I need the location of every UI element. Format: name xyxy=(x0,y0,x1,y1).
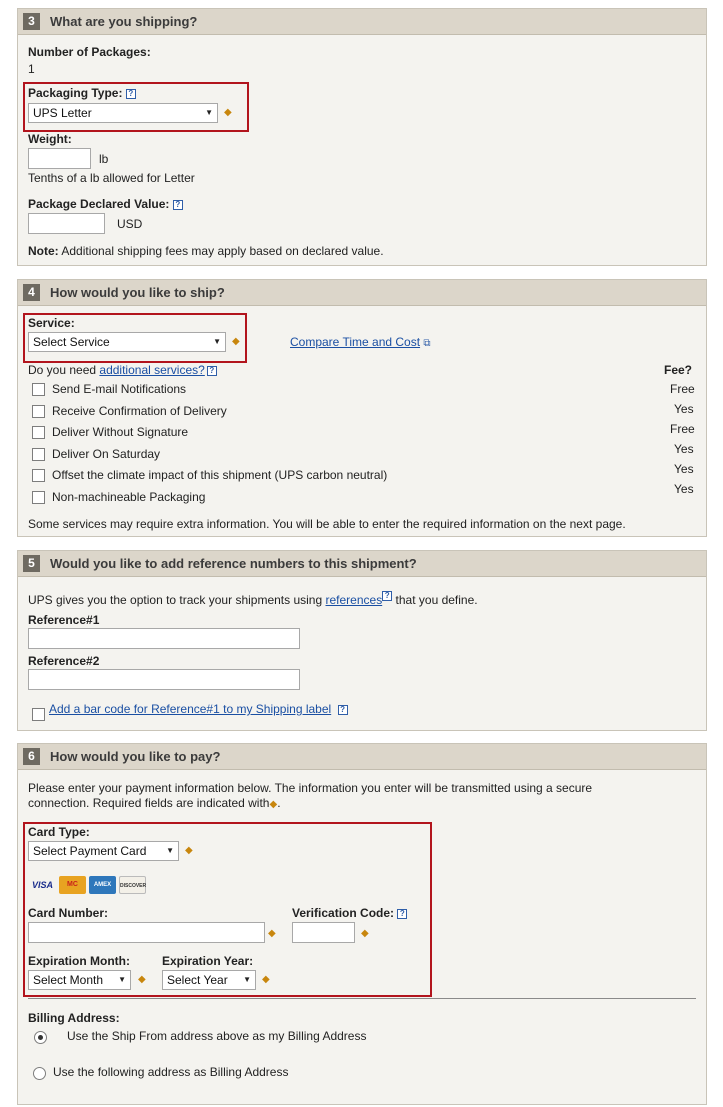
service-label-saturday: Deliver On Saturday xyxy=(52,447,161,461)
reference1-label: Reference#1 xyxy=(28,613,100,627)
references-link[interactable]: references xyxy=(325,593,383,607)
section-number: 5 xyxy=(23,555,40,572)
amex-logo: AMEX xyxy=(89,876,116,894)
help-icon[interactable]: ? xyxy=(338,705,348,715)
help-icon[interactable]: ? xyxy=(207,366,217,376)
section-title: What are you shipping? xyxy=(50,14,198,29)
section-header xyxy=(18,9,706,35)
service-fee-non-machineable: Yes xyxy=(674,482,694,496)
fee-header: Fee? xyxy=(664,363,693,377)
billing-option-ship-from: Use the Ship From address above as my Billing Address xyxy=(67,1029,367,1043)
expiration-month-label: Expiration Month: xyxy=(28,954,130,968)
weight-input[interactable] xyxy=(28,148,91,169)
declared-value-input[interactable] xyxy=(28,213,105,234)
service-label-carbon-neutral: Offset the climate impact of this shipment (UPS carbon neutral) xyxy=(52,468,388,482)
verification-code-label: Verification Code: ? xyxy=(292,906,407,920)
reference1-input[interactable] xyxy=(28,628,300,649)
service-checkbox-confirmation[interactable] xyxy=(32,405,45,418)
barcode-link[interactable]: Add a bar code for Reference#1 to my Shipping label xyxy=(49,702,332,716)
section-header xyxy=(18,744,706,770)
card-number-label: Card Number: xyxy=(28,906,109,920)
service-fee-email: Free xyxy=(670,382,695,396)
card-type-select[interactable]: Select Payment Card ▼ xyxy=(28,841,179,861)
help-icon[interactable]: ? xyxy=(173,200,183,210)
service-checkbox-email[interactable] xyxy=(32,383,45,396)
billing-option-other: Use the following address as Billing Address xyxy=(53,1065,289,1079)
help-icon[interactable]: ? xyxy=(382,591,392,601)
required-icon: ◆ xyxy=(185,845,193,856)
reference2-label: Reference#2 xyxy=(28,654,100,668)
declared-value-unit: USD xyxy=(117,217,143,231)
service-label-confirmation: Receive Confirmation of Delivery xyxy=(52,404,227,418)
discover-logo: DISCOVER xyxy=(119,876,146,894)
section-header xyxy=(18,551,706,577)
reference-intro: UPS gives you the option to track your shipments using references ? that you define. xyxy=(28,591,478,607)
section-title: How would you like to ship? xyxy=(50,285,225,300)
additional-services-link[interactable]: additional services? xyxy=(99,363,205,377)
section-number: 3 xyxy=(23,13,40,30)
required-icon: ◆ xyxy=(268,928,276,939)
service-label-non-machineable: Non-machineable Packaging xyxy=(52,490,206,504)
payment-intro-line2: connection. Required fields are indicated with◆. xyxy=(28,796,281,810)
packaging-type-label: Packaging Type: ? xyxy=(28,86,136,100)
section-number: 6 xyxy=(23,748,40,765)
section-title: Would you like to add reference numbers to this shipment? xyxy=(50,556,417,571)
billing-radio-other[interactable] xyxy=(33,1067,46,1080)
services-footer-note: Some services may require extra information. You will be able to enter the required information on the next page. xyxy=(28,517,626,531)
packages-value: 1 xyxy=(28,62,35,76)
declared-note: Note: Additional shipping fees may apply based on declared value. xyxy=(28,244,384,258)
barcode-checkbox[interactable] xyxy=(32,708,45,721)
chevron-down-icon: ▼ xyxy=(205,108,213,117)
billing-address-label: Billing Address: xyxy=(28,1011,120,1025)
weight-label: Weight: xyxy=(28,132,72,146)
chevron-down-icon: ▼ xyxy=(118,975,126,984)
popup-icon: ⧉ xyxy=(423,338,431,349)
service-checkbox-saturday[interactable] xyxy=(32,448,45,461)
chevron-down-icon: ▼ xyxy=(213,337,221,346)
required-icon: ◆ xyxy=(361,928,369,939)
service-fee-carbon-neutral: Yes xyxy=(674,462,694,476)
service-checkbox-carbon-neutral[interactable] xyxy=(32,469,45,482)
service-label-no-signature: Deliver Without Signature xyxy=(52,425,189,439)
chevron-down-icon: ▼ xyxy=(166,846,174,855)
required-icon: ◆ xyxy=(262,974,270,985)
weight-note: Tenths of a lb allowed for Letter xyxy=(28,171,195,185)
expiration-year-label: Expiration Year: xyxy=(162,954,254,968)
barcode-option xyxy=(49,702,348,716)
service-fee-saturday: Yes xyxy=(674,442,694,456)
service-select[interactable]: Select Service ▼ xyxy=(28,332,226,352)
service-fee-no-signature: Free xyxy=(670,422,695,436)
required-icon: ◆ xyxy=(224,107,232,118)
weight-unit: lb xyxy=(99,152,109,166)
packaging-type-select[interactable]: UPS Letter ▼ xyxy=(28,103,218,123)
mastercard-logo: MC xyxy=(59,876,86,894)
help-icon[interactable]: ? xyxy=(397,909,407,919)
card-type-label: Card Type: xyxy=(28,825,90,839)
packages-label: Number of Packages: xyxy=(28,45,151,59)
service-label: Service: xyxy=(28,316,75,330)
service-label-email: Send E-mail Notifications xyxy=(52,382,187,396)
section-header xyxy=(18,280,706,306)
help-icon[interactable]: ? xyxy=(126,89,136,99)
required-icon: ◆ xyxy=(232,336,240,347)
compare-time-cost-link[interactable]: Compare Time and Cost ⧉ xyxy=(290,335,431,349)
verification-code-input[interactable] xyxy=(292,922,355,943)
additional-services-prompt: Do you need additional services? ? xyxy=(28,363,217,377)
required-icon: ◆ xyxy=(269,799,278,810)
expiration-month-select[interactable]: Select Month ▼ xyxy=(28,970,131,990)
payment-intro-line1: Please enter your payment information below. The information you enter will be transmitted using a secure xyxy=(28,781,593,795)
service-checkbox-non-machineable[interactable] xyxy=(32,491,45,504)
section-number: 4 xyxy=(23,284,40,301)
expiration-year-select[interactable]: Select Year ▼ xyxy=(162,970,256,990)
card-number-input[interactable] xyxy=(28,922,265,943)
billing-radio-ship-from[interactable] xyxy=(34,1031,47,1044)
reference2-input[interactable] xyxy=(28,669,300,690)
section-title: How would you like to pay? xyxy=(50,749,221,764)
service-checkbox-no-signature[interactable] xyxy=(32,426,45,439)
required-icon: ◆ xyxy=(138,974,146,985)
billing-divider xyxy=(28,998,696,999)
visa-logo: VISA xyxy=(31,880,53,890)
chevron-down-icon: ▼ xyxy=(243,975,251,984)
service-fee-confirmation: Yes xyxy=(674,402,694,416)
declared-value-label: Package Declared Value: ? xyxy=(28,197,183,211)
